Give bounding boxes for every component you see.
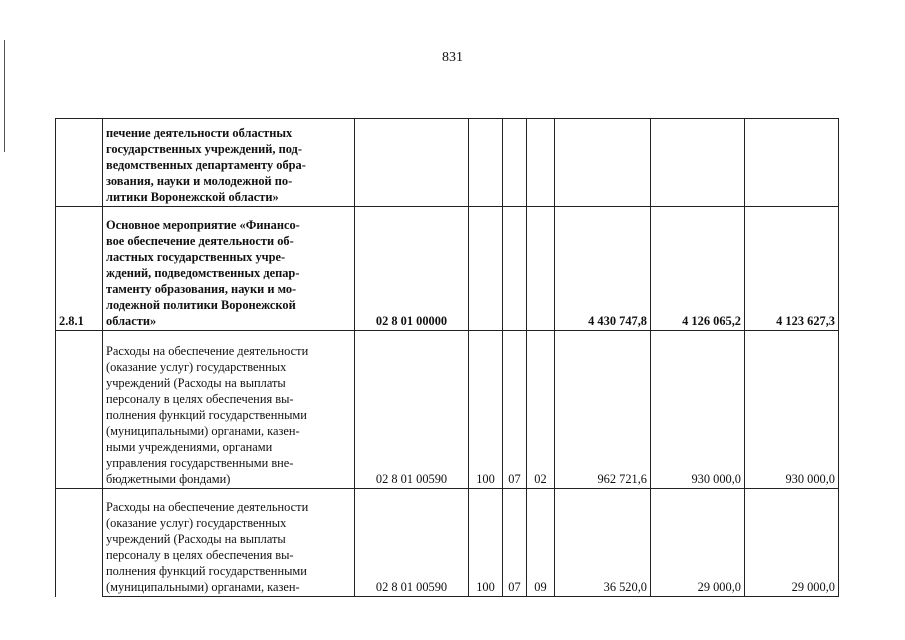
description-line: Расходы на обеспечение деятельности [106, 344, 309, 358]
row-amount-year3: 930 000,0 [745, 331, 839, 489]
row-amount-year2: 930 000,0 [651, 331, 745, 489]
row-code: 02 8 01 00590 [355, 331, 469, 489]
row-amount-year2: 29 000,0 [651, 489, 745, 597]
description-line: вое обеспечение деятельности об- [106, 234, 294, 248]
description-line: (оказание услуг) государственных [106, 516, 287, 530]
row-amount-year1: 962 721,6 [555, 331, 651, 489]
row-number [56, 119, 103, 207]
row-code: 02 8 01 00000 [355, 207, 469, 331]
row-description [103, 489, 355, 597]
row-number [56, 331, 103, 489]
row-amount-year1 [555, 119, 651, 207]
row-section: 07 [503, 331, 527, 489]
description-line: учреждений (Расходы на выплаты [106, 532, 286, 546]
description-line: литики Воронежской области» [106, 190, 279, 204]
description-line: ждений, подведомственных депар- [106, 266, 300, 280]
table-row [56, 331, 839, 489]
description-line: Основное мероприятие «Финансо- [106, 218, 300, 232]
row-amount-year1: 4 430 747,8 [555, 207, 651, 331]
description-line: (муниципальными) органами, казен- [106, 580, 300, 594]
row-section: 07 [503, 489, 527, 597]
row-number [56, 489, 103, 597]
description-line: области» [106, 314, 157, 328]
description-line: (муниципальными) органами, казен- [106, 424, 300, 438]
row-number: 2.8.1 [56, 207, 103, 331]
description-line: персоналу в целях обеспечения вы- [106, 548, 294, 562]
row-description [103, 119, 355, 207]
description-line: печение деятельности областных [106, 126, 293, 140]
row-subsection: 02 [527, 331, 555, 489]
table-row [56, 119, 839, 207]
row-expense-type [469, 207, 503, 331]
description-line: государственных учреждений, под- [106, 142, 302, 156]
row-subsection [527, 119, 555, 207]
page-number: 831 [442, 50, 463, 65]
row-expense-type: 100 [469, 331, 503, 489]
description-line: учреждений (Расходы на выплаты [106, 376, 286, 390]
row-amount-year1: 36 520,0 [555, 489, 651, 597]
description-line: персоналу в целях обеспечения вы- [106, 392, 294, 406]
description-line: бюджетными фондами) [106, 472, 231, 486]
description-line: ластных государственных учре- [106, 250, 286, 264]
row-description [103, 331, 355, 489]
description-line: таменту образования, науки и мо- [106, 282, 297, 296]
description-line: полнения функций государственными [106, 408, 307, 422]
row-amount-year2: 4 126 065,2 [651, 207, 745, 331]
description-line: зования, науки и молодежной по- [106, 174, 293, 188]
row-expense-type: 100 [469, 489, 503, 597]
row-section [503, 119, 527, 207]
table-row [56, 207, 839, 331]
description-line: лодежной политики Воронежской [106, 298, 296, 312]
description-line: (оказание услуг) государственных [106, 360, 287, 374]
description-line: Расходы на обеспечение деятельности [106, 500, 309, 514]
row-subsection: 09 [527, 489, 555, 597]
row-description [103, 207, 355, 331]
row-expense-type [469, 119, 503, 207]
row-section [503, 207, 527, 331]
budget-table [55, 118, 839, 597]
row-amount-year2 [651, 119, 745, 207]
row-code: 02 8 01 00590 [355, 489, 469, 597]
description-line: ведомственных департаменту обра- [106, 158, 306, 172]
description-line: полнения функций государственными [106, 564, 307, 578]
row-subsection [527, 207, 555, 331]
row-amount-year3: 29 000,0 [745, 489, 839, 597]
description-line: управления государственными вне- [106, 456, 294, 470]
table-row [56, 489, 839, 597]
row-code [355, 119, 469, 207]
row-amount-year3 [745, 119, 839, 207]
description-line: ными учреждениями, органами [106, 440, 273, 454]
row-amount-year3: 4 123 627,3 [745, 207, 839, 331]
